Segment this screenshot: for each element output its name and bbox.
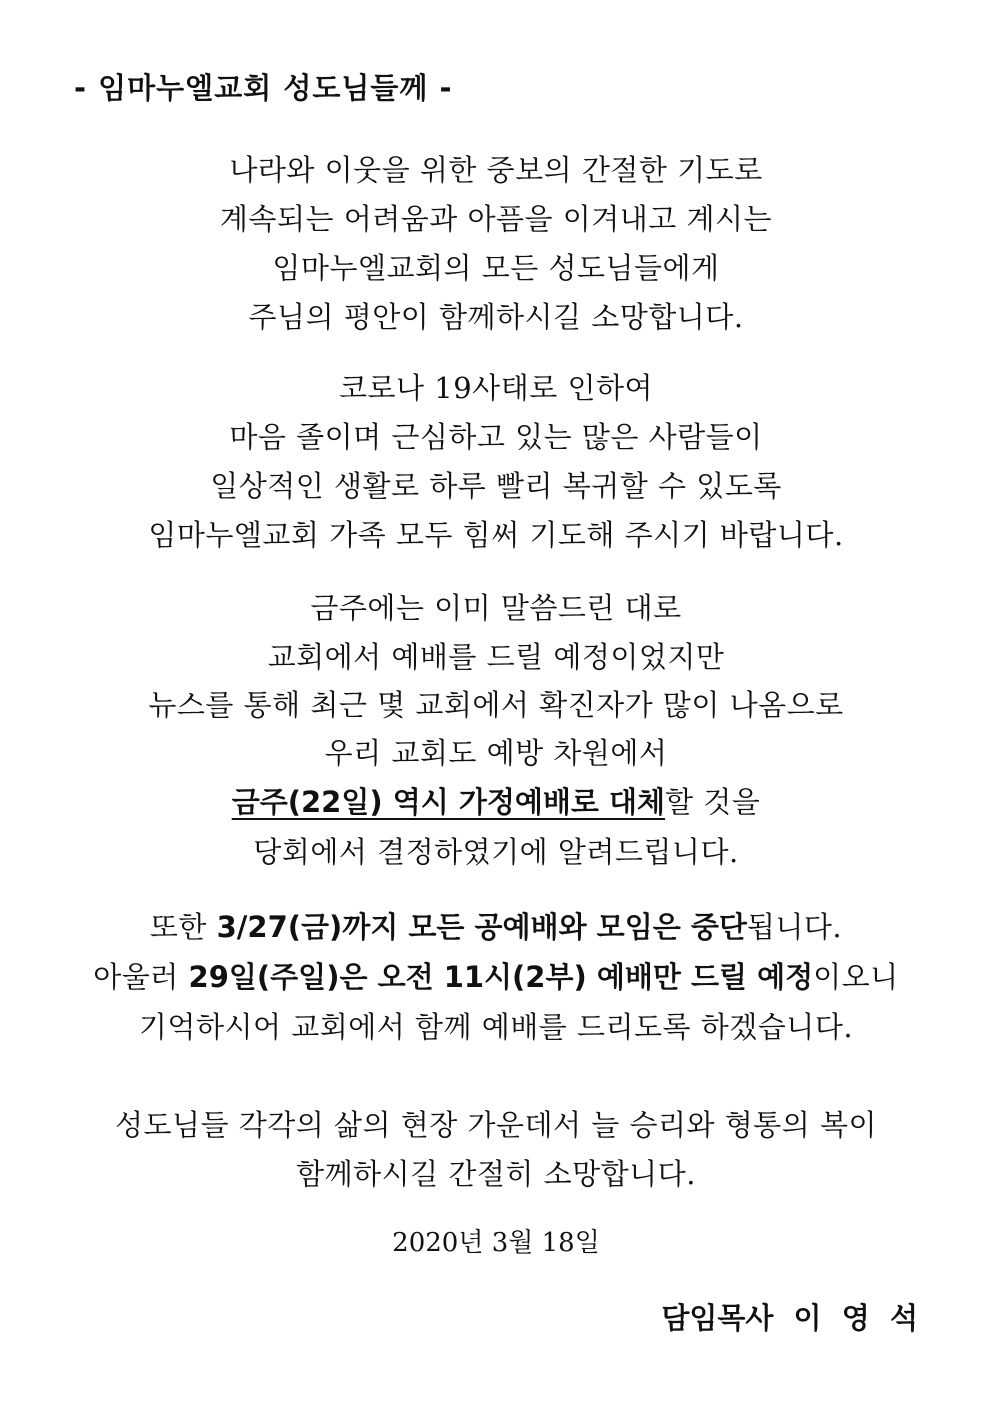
- paragraph4-line1: [0, 905, 992, 946]
- suspension-notice: 3/27(금)까지 모든 공예배와 모임은 중단: [216, 910, 747, 944]
- paragraph5-line1: 성도님들 각각의 삶의 현장 가운데서 늘 승리와 형통의 복이: [114, 1108, 878, 1142]
- paragraph3-line1: 금주에는 이미 말씀드린 대로: [310, 591, 682, 625]
- service-schedule-notice: 29일(주일)은 오전 11시(2부) 예배만 드릴 예정: [188, 960, 814, 994]
- paragraph4-line1-suffix: 됩니다.: [746, 910, 843, 944]
- paragraph1-line1: 나라와 이웃을 위한 중보의 간절한 기도로: [229, 153, 763, 187]
- paragraph1-line4: 주님의 평안이 함께하시길 소망합니다.: [248, 300, 744, 334]
- paragraph2-line1: 코로나 19사태로 인하여: [339, 371, 653, 405]
- paragraph3-line2: 교회에서 예배를 드릴 예정이었지만: [267, 640, 725, 674]
- letter-date: 2020년 3월 18일: [392, 1228, 600, 1258]
- paragraph4-line1-prefix: 또한: [149, 910, 217, 944]
- paragraph2-line3: 일상적인 생활로 하루 빨리 복귀할 수 있도록: [210, 469, 782, 503]
- paragraph5-line2: 함께하시길 간절히 소망합니다.: [296, 1157, 696, 1191]
- paragraph3-line5: [0, 780, 992, 821]
- paragraph3-line5-rest: 할 것을: [665, 785, 761, 819]
- paragraph4-line2-suffix: 이오니: [813, 960, 899, 994]
- paragraph2-line2: 마음 졸이며 근심하고 있는 많은 사람들이: [229, 420, 763, 454]
- paragraph4-line2-prefix: 아울러: [93, 960, 189, 994]
- paragraph3-line3: 뉴스를 통해 최근 몇 교회에서 확진자가 많이 나옴으로: [148, 688, 844, 722]
- family-worship-notice: 금주(22일) 역시 가정예배로 대체: [231, 785, 666, 819]
- paragraph4-line2: [0, 955, 992, 996]
- paragraph1-line2: 계속되는 어려움과 아픔을 이겨내고 계시는: [219, 202, 773, 236]
- paragraph4-line3: 기억하시어 교회에서 함께 예배를 드리도록 하겠습니다.: [138, 1010, 854, 1044]
- pastor-signature: 담임목사 이 영 석: [661, 1301, 918, 1335]
- paragraph1-line3: 임마누엘교회의 모든 성도님들에게: [272, 251, 720, 285]
- paragraph3-line6: 당회에서 결정하였기에 알려드립니다.: [253, 835, 739, 869]
- letter-heading: - 임마누엘교회 성도님들께 -: [74, 71, 453, 105]
- paragraph2-line4: 임마누엘교회 가족 모두 힘써 기도해 주시기 바랍니다.: [148, 518, 844, 552]
- paragraph3-line4: 우리 교회도 예방 차원에서: [324, 736, 668, 770]
